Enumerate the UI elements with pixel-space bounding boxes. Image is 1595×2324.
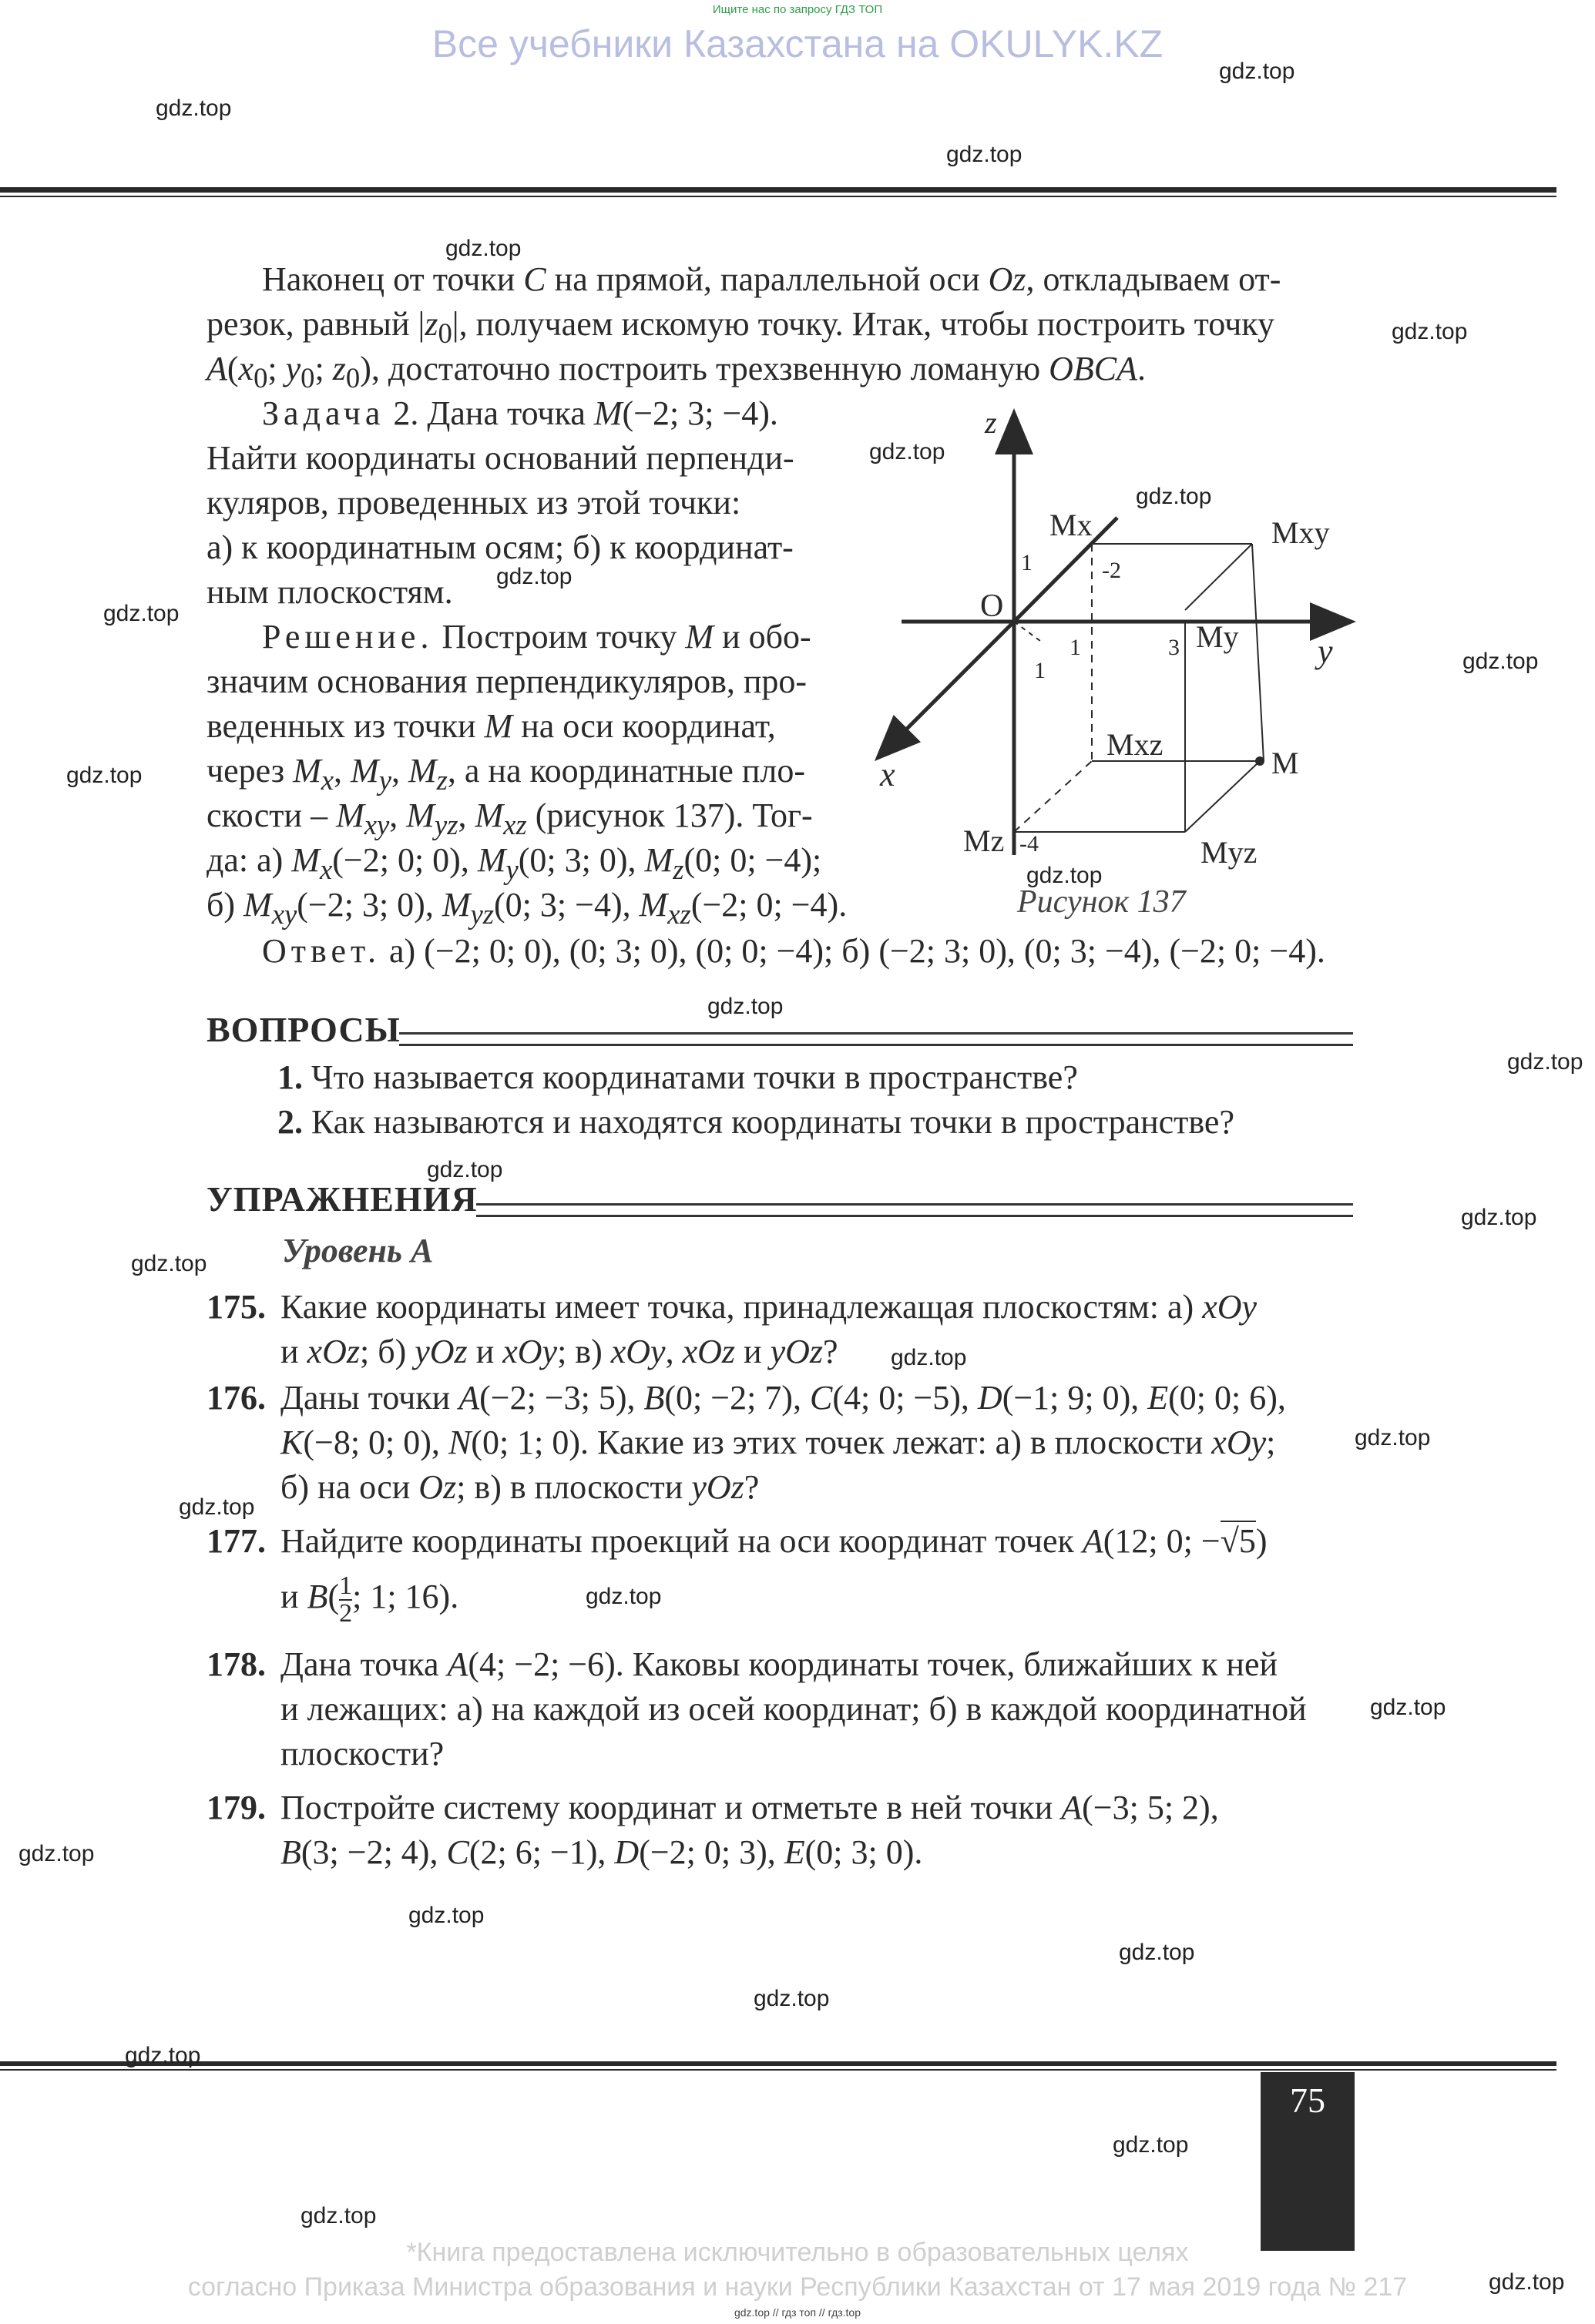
edge-myz-m <box>1185 761 1260 832</box>
watermark[interactable]: gdz.top <box>1219 59 1295 84</box>
task-line-4: а) к координатным осям; б) к координат- <box>207 528 794 566</box>
watermark[interactable]: gdz.top <box>156 96 232 121</box>
exercise-178-line-3: плоскости? <box>280 1735 445 1772</box>
label-mxy: Mxy <box>1271 515 1330 550</box>
exercise-177-line-2: и B( $\frac{1}{2}$ ; 1; 16). <box>280 1571 459 1628</box>
footer-line-1: *Книга предоставлена исключительно в образовательных целях <box>406 2238 1189 2267</box>
exercises-rule <box>476 1203 1353 1217</box>
task-line-5: ным плоскостям. <box>207 573 453 611</box>
top-note: Ищите нас по запросу ГДЗ ТОП <box>712 3 883 16</box>
watermark[interactable]: gdz.top <box>1507 1049 1583 1075</box>
label-y: y <box>1318 632 1333 670</box>
watermark[interactable]: gdz.top <box>891 1345 967 1370</box>
task-line-1: Задача 2. Дана точка M(−2; 3; −4). <box>262 394 778 432</box>
figure-137 <box>863 401 1356 940</box>
dash-mz-mxz <box>1014 761 1092 832</box>
solution-line-2: значим основания перпендикуляров, про- <box>207 662 808 700</box>
exercise-178-line-2: и лежащих: а) на каждой из осей координат; б) в каждой координатной <box>280 1690 1307 1728</box>
task-line-2: Найти координаты оснований перпенди- <box>207 439 794 477</box>
exercise-178 <box>207 1642 1307 1772</box>
label-mxz: Mxz <box>1106 727 1164 762</box>
watermark[interactable]: gdz.top <box>1392 319 1468 344</box>
footer-rule-thin <box>0 2069 1556 2071</box>
question-2 <box>277 1100 1234 1145</box>
watermark[interactable]: gdz.top <box>586 1584 662 1609</box>
watermark[interactable]: gdz.top <box>1113 2132 1189 2158</box>
answer-label: Ответ. <box>262 932 381 970</box>
task-label: Задача <box>262 394 385 432</box>
watermark[interactable]: gdz.top <box>946 142 1022 167</box>
edge-mxy-m <box>1252 544 1264 761</box>
intro-line-2: резок, равный $|z_0|$, получаем искомую точку. Итак, чтобы построить точку <box>207 305 1274 349</box>
watermark[interactable]: gdz.top <box>1026 863 1103 888</box>
solution-line-4: через $M_x$, $M_y$, $M_z$, а на координатные пло- <box>207 752 805 796</box>
header-rule-thin <box>0 196 1556 197</box>
exercise-178-num: 178. <box>207 1645 266 1683</box>
tick-z-1: 1 <box>1021 550 1033 575</box>
watermark[interactable]: gdz.top <box>754 1986 830 2011</box>
question-2-num: 2. <box>277 1103 303 1141</box>
question-1-num: 1. <box>277 1058 303 1096</box>
watermark[interactable]: gdz.top <box>103 601 180 626</box>
watermark[interactable]: gdz.top <box>496 564 573 589</box>
label-o: O <box>980 589 1004 624</box>
solution-line-5: скости – $M_{xy}$, $M_{yz}$, $M_{xz}$ (рисунок 137). Тог- <box>207 796 813 840</box>
intro-line-3: $A(x_0$; $y_0$; $z_0$), достаточно построить трехзвенную ломаную OBCA. <box>207 350 1146 394</box>
watermark[interactable]: gdz.top <box>869 439 945 464</box>
label-myz: Myz <box>1200 835 1258 870</box>
solution-line-3: веденных из точки M на оси координат, <box>207 707 776 745</box>
watermark[interactable]: gdz.top <box>1370 1695 1446 1720</box>
exercise-179-line-2: B(3; −2; 4), C(2; 6; −1), D(−2; 0; 3), E(0; 3; 0). <box>280 1833 923 1871</box>
watermark[interactable]: gdz.top <box>1136 484 1212 509</box>
label-mz: Mz <box>963 823 1005 858</box>
footer-rule-thick <box>0 2061 1556 2066</box>
label-z: z <box>985 405 997 440</box>
tick-minus2: -2 <box>1102 558 1121 583</box>
watermark[interactable]: gdz.top <box>1461 1205 1537 1230</box>
label-x: x <box>880 756 895 793</box>
label-m: M <box>1271 746 1299 780</box>
solution-line-1: Решение. Построим точку M и обо- <box>262 618 811 656</box>
solution-label: Решение. <box>262 618 434 656</box>
watermark[interactable]: gdz.top <box>427 1157 503 1182</box>
exercises-title: УПРАЖНЕНИЯ <box>207 1179 478 1219</box>
dash-tick-x <box>1014 622 1040 641</box>
watermark[interactable]: gdz.top <box>408 1903 485 1928</box>
header-rule-thick <box>0 187 1556 193</box>
exercise-176-line-3: б) на оси Oz; в) в плоскости yOz? <box>280 1468 760 1506</box>
watermark[interactable]: gdz.top <box>1462 649 1539 674</box>
questions-rule <box>399 1032 1353 1046</box>
exercise-179-num: 179. <box>207 1789 266 1826</box>
watermark[interactable]: gdz.top <box>301 2203 377 2228</box>
exercise-176 <box>207 1376 1286 1506</box>
watermark[interactable]: gdz.top <box>1355 1425 1431 1450</box>
tick-y-1: 1 <box>1069 635 1081 660</box>
task-line-3: куляров, проведенных из этой точки: <box>207 484 741 521</box>
exercise-177-line-1: Найдите координаты проекций на оси координат точек A(12; 0; −√5) <box>280 1522 1268 1560</box>
exercise-176-line-1: Даны точки A(−2; −3; 5), B(0; −2; 7), C(4; 0; −5), D(−1; 9; 0), E(0; 0; 6), <box>280 1379 1286 1417</box>
exercise-179-line-1: Постройте систему координат и отметьте в ней точки A(−3; 5; 2), <box>280 1789 1219 1826</box>
watermark[interactable]: gdz.top <box>125 2043 201 2068</box>
answer-text: а) (−2; 0; 0), (0; 3; 0), (0; 0; −4); б) (−2; 3; 0), (0; 3; −4), (−2; 0; −4). <box>388 932 1325 970</box>
tick-x-1: 1 <box>1034 658 1046 683</box>
axis-x <box>880 622 1014 756</box>
exercise-175-line-2: и xOz; б) yOz и xOy; в) xOy, xOz и yOz? <box>280 1333 838 1370</box>
footer-line-2: согласно Приказа Министра образования и науки Республики Казахстан от 17 мая 2019 года № 217 <box>187 2272 1408 2302</box>
exercise-176-num: 176. <box>207 1379 266 1417</box>
exercise-179 <box>207 1786 1219 1871</box>
exercise-175-num: 175. <box>207 1288 266 1326</box>
label-my: My <box>1196 619 1239 654</box>
watermark[interactable]: gdz.top <box>18 1841 95 1866</box>
exercise-175-line-1: Какие координаты имеет точка, принадлежащая плоскостям: а) xOy <box>280 1288 1258 1326</box>
question-2-text: Как называются и находятся координаты точки в пространстве? <box>311 1103 1234 1141</box>
watermark[interactable]: gdz.top <box>1489 2269 1565 2295</box>
tick-y-3: 3 <box>1168 635 1180 660</box>
watermark[interactable]: gdz.top <box>1119 1940 1195 1965</box>
watermark[interactable]: gdz.top <box>445 236 522 261</box>
watermark[interactable]: gdz.top <box>179 1494 255 1520</box>
point-m <box>1255 756 1264 766</box>
watermark[interactable]: gdz.top <box>66 763 143 788</box>
page-number-tab <box>1261 2072 1355 2251</box>
solution-line-6: да: а) $M_x(-2$; 0; 0), $M_y(0$; 3; 0), $M_z(0$; 0; −4); <box>207 841 822 885</box>
question-1-text: Что называется координатами точки в пространстве? <box>311 1058 1078 1096</box>
intro-line-1: Наконец от точки C на прямой, параллельной оси Oz, откладываем от- <box>262 260 1281 298</box>
level-label: Уровень А <box>282 1232 434 1269</box>
edge-mxy-my <box>1185 544 1252 610</box>
watermark[interactable]: gdz.top <box>131 1251 207 1276</box>
solution-line-7: б) $M_{xy}(-2$; 3; 0), $M_{yz}(0$; 3; −4), $M_{xz}(-2$; 0; −4). <box>207 886 848 930</box>
tick-minus4: -4 <box>1019 831 1039 857</box>
footer-line-3: gdz.top // гдз топ // гдз.top <box>734 2306 861 2319</box>
figure-caption: Рисунок 137 <box>1017 884 1186 920</box>
exercise-177-num: 177. <box>207 1522 266 1560</box>
exercise-178-line-1: Дана точка A(4; −2; −6). Каковы координаты точек, ближайших к ней <box>280 1645 1278 1683</box>
watermark[interactable]: gdz.top <box>707 994 784 1019</box>
questions-title: ВОПРОСЫ <box>207 1010 401 1049</box>
question-1 <box>277 1055 1078 1100</box>
banner-title[interactable]: Все учебники Казахстана на OKULYK.KZ <box>431 22 1164 65</box>
page-number: 75 <box>1290 2081 1325 2120</box>
exercise-176-line-2: K(−8; 0; 0), N(0; 1; 0). Какие из этих точек лежат: а) в плоскости xOy; <box>280 1424 1276 1461</box>
label-mx: Mx <box>1049 508 1093 542</box>
